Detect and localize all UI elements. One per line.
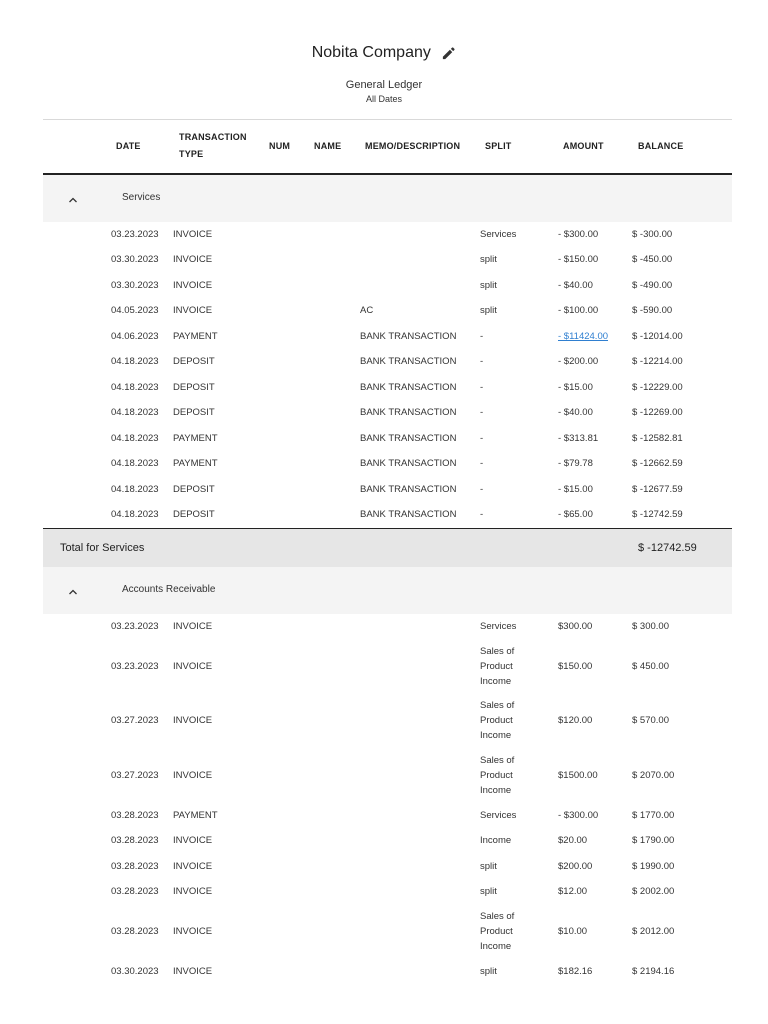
row-balance: $ 2002.00: [632, 886, 675, 898]
chevron-up-icon[interactable]: [68, 192, 78, 202]
row-amount: $300.00: [558, 620, 593, 632]
row-amount: - $15.00: [558, 381, 593, 393]
row-amount: $20.00: [558, 835, 588, 847]
row-transaction-type: PAYMENT: [173, 432, 218, 444]
row-amount: $200.00: [558, 860, 593, 872]
row-transaction-type: DEPOSIT: [173, 509, 215, 521]
ledger-row[interactable]: [43, 375, 732, 401]
row-transaction-type: INVOICE: [173, 860, 213, 872]
group-name: Accounts Receivable: [122, 584, 216, 595]
report-date-range: All Dates: [365, 94, 402, 104]
row-balance: $ 300.00: [632, 620, 669, 632]
row-balance: $ -12742.59: [632, 509, 683, 521]
pencil-edit-icon[interactable]: [441, 46, 456, 61]
row-amount: - $79.78: [558, 458, 593, 470]
row-split: split: [480, 886, 497, 898]
row-split: -: [480, 458, 484, 470]
row-split: Sales of Product Income: [480, 911, 515, 952]
ledger-row[interactable]: [43, 694, 732, 749]
row-split: Income: [480, 835, 512, 847]
row-split: split: [480, 305, 497, 317]
row-balance: $ -12269.00: [632, 407, 683, 419]
row-transaction-type: DEPOSIT: [173, 483, 215, 495]
row-amount-link[interactable]: - $11424.00: [558, 330, 609, 342]
row-balance: $ -12214.00: [632, 356, 683, 368]
row-transaction-type: INVOICE: [173, 835, 213, 847]
group-total-row: [43, 528, 732, 567]
row-transaction-type: INVOICE: [173, 715, 213, 727]
row-date: 03.27.2023: [111, 769, 159, 781]
row-transaction-type: DEPOSIT: [173, 381, 215, 393]
row-balance: $ 450.00: [632, 660, 669, 672]
col-memo[interactable]: MEMO/DESCRIPTION: [365, 141, 461, 151]
ledger-row[interactable]: [43, 905, 732, 960]
row-split: Services: [480, 620, 517, 632]
row-balance: $ 2012.00: [632, 926, 675, 938]
row-date: 04.05.2023: [111, 305, 159, 317]
row-date: 03.28.2023: [111, 835, 159, 847]
ledger-row[interactable]: [43, 350, 732, 376]
row-balance: $ -12662.59: [632, 458, 683, 470]
row-date: 04.18.2023: [111, 381, 159, 393]
row-balance: $ 1790.00: [632, 835, 675, 847]
row-transaction-type: INVOICE: [173, 769, 213, 781]
row-amount: - $300.00: [558, 809, 599, 821]
row-date: 04.06.2023: [111, 330, 159, 342]
ledger-row[interactable]: [43, 503, 732, 529]
row-memo: BANK TRANSACTION: [360, 458, 457, 470]
row-split: split: [480, 860, 497, 872]
row-balance: $ 1770.00: [632, 809, 675, 821]
row-split: -: [480, 381, 484, 393]
col-balance[interactable]: BALANCE: [638, 141, 684, 151]
ledger-row[interactable]: [43, 614, 732, 640]
row-balance: $ 2194.16: [632, 966, 675, 978]
row-balance: $ 570.00: [632, 715, 669, 727]
row-amount: $1500.00: [558, 769, 598, 781]
row-balance: $ -12677.59: [632, 483, 683, 495]
row-split: Sales of Product Income: [480, 645, 515, 687]
row-date: 04.18.2023: [111, 407, 159, 419]
col-name[interactable]: NAME: [314, 141, 342, 151]
row-amount: - $100.00: [558, 305, 599, 317]
ledger-row[interactable]: [43, 854, 732, 880]
row-balance: $ 2070.00: [632, 769, 675, 781]
row-transaction-type: PAYMENT: [173, 809, 218, 821]
row-balance: $ -12229.00: [632, 381, 683, 393]
row-date: 03.27.2023: [111, 715, 159, 727]
row-split: -: [480, 483, 484, 495]
row-balance: $ -12014.00: [632, 330, 683, 342]
row-transaction-type: DEPOSIT: [173, 407, 215, 419]
row-date: 03.28.2023: [111, 926, 159, 938]
column-header-row: [43, 119, 732, 175]
row-split: Sales of Product Income: [480, 700, 515, 741]
row-balance: $ -590.00: [632, 305, 673, 317]
row-transaction-type: INVOICE: [173, 926, 213, 938]
group-name: Services: [122, 192, 161, 203]
ledger-row[interactable]: [43, 829, 732, 855]
row-date: 03.30.2023: [111, 254, 159, 266]
row-transaction-type: INVOICE: [173, 228, 213, 240]
row-amount: - $15.00: [558, 483, 593, 495]
ledger-row[interactable]: [43, 324, 732, 350]
ledger-row[interactable]: [43, 640, 732, 695]
row-memo: BANK TRANSACTION: [360, 509, 457, 521]
row-amount: $10.00: [558, 926, 588, 938]
col-amount[interactable]: AMOUNT: [563, 141, 604, 151]
row-transaction-type: DEPOSIT: [173, 356, 215, 368]
row-amount: - $313.81: [558, 432, 599, 444]
row-date: 03.23.2023: [111, 660, 159, 672]
row-transaction-type: PAYMENT: [173, 330, 218, 342]
row-balance: $ -450.00: [632, 254, 673, 266]
row-transaction-type: INVOICE: [173, 620, 213, 632]
row-transaction-type: INVOICE: [173, 966, 213, 978]
row-date: 04.18.2023: [111, 483, 159, 495]
row-memo: BANK TRANSACTION: [360, 407, 457, 419]
row-date: 04.18.2023: [111, 356, 159, 368]
row-amount: - $40.00: [558, 407, 593, 419]
col-split[interactable]: SPLIT: [485, 141, 512, 151]
row-amount: $120.00: [558, 715, 593, 727]
ledger-row[interactable]: [43, 222, 732, 248]
row-date: 03.30.2023: [111, 279, 159, 291]
row-split: -: [480, 509, 484, 521]
row-amount: $150.00: [558, 660, 593, 672]
row-date: 03.28.2023: [111, 886, 159, 898]
row-balance: $ -490.00: [632, 279, 673, 291]
ledger-row[interactable]: [43, 803, 732, 829]
row-amount: - $40.00: [558, 279, 593, 291]
row-transaction-type: INVOICE: [173, 279, 213, 291]
col-transaction-type-line2[interactable]: TYPE: [179, 149, 204, 159]
col-transaction-type-line1[interactable]: TRANSACTION: [179, 132, 247, 142]
ledger-row[interactable]: [43, 452, 732, 478]
row-split: Services: [480, 228, 517, 240]
ledger-row[interactable]: [43, 273, 732, 299]
ledger-row[interactable]: [43, 960, 732, 986]
row-transaction-type: PAYMENT: [173, 458, 218, 470]
ledger-row[interactable]: [43, 299, 732, 325]
row-split: Sales of Product Income: [480, 754, 515, 796]
row-date: 04.18.2023: [111, 509, 159, 521]
row-split: -: [480, 407, 484, 419]
row-date: 03.30.2023: [111, 966, 159, 978]
total-label: Total for Services: [60, 542, 145, 554]
group-header[interactable]: [43, 175, 732, 222]
ledger-row[interactable]: [43, 248, 732, 274]
row-amount: $12.00: [558, 886, 588, 898]
row-memo: BANK TRANSACTION: [360, 356, 457, 368]
ledger-row[interactable]: [43, 880, 732, 906]
row-memo: BANK TRANSACTION: [360, 432, 457, 444]
chevron-up-icon[interactable]: [68, 584, 78, 594]
row-memo: BANK TRANSACTION: [360, 483, 457, 495]
row-transaction-type: INVOICE: [173, 660, 213, 672]
row-amount: - $300.00: [558, 228, 599, 240]
total-value: $ -12742.59: [638, 542, 697, 554]
row-amount: - $65.00: [558, 509, 593, 521]
row-transaction-type: INVOICE: [173, 886, 213, 898]
row-split: split: [480, 966, 497, 978]
company-name: Nobita Company: [311, 44, 431, 61]
row-balance: $ 1990.00: [632, 860, 675, 872]
row-date: 03.23.2023: [111, 228, 159, 240]
col-num[interactable]: NUM: [269, 141, 291, 151]
row-split: -: [480, 356, 484, 368]
row-transaction-type: INVOICE: [173, 254, 213, 266]
row-amount: - $150.00: [558, 254, 599, 266]
report-title: General Ledger: [345, 79, 423, 91]
row-amount: $182.16: [558, 966, 593, 978]
row-balance: $ -300.00: [632, 228, 673, 240]
group-header[interactable]: [43, 567, 732, 614]
row-date: 03.28.2023: [111, 809, 159, 821]
ledger-row[interactable]: [43, 426, 732, 452]
row-split: -: [480, 330, 484, 342]
row-memo: BANK TRANSACTION: [360, 330, 457, 342]
row-date: 03.28.2023: [111, 860, 159, 872]
company-title: [0, 44, 768, 62]
row-memo: AC: [360, 305, 374, 317]
row-balance: $ -12582.81: [632, 432, 683, 444]
row-date: 04.18.2023: [111, 458, 159, 470]
row-memo: BANK TRANSACTION: [360, 381, 457, 393]
row-split: Services: [480, 809, 517, 821]
ledger-row[interactable]: [43, 401, 732, 427]
row-split: split: [480, 279, 497, 291]
row-date: 03.23.2023: [111, 620, 159, 632]
row-amount: - $200.00: [558, 356, 599, 368]
ledger-row[interactable]: [43, 477, 732, 503]
ledger-row[interactable]: [43, 749, 732, 804]
ledger-table: [43, 119, 732, 985]
row-transaction-type: INVOICE: [173, 305, 213, 317]
row-date: 04.18.2023: [111, 432, 159, 444]
row-split: -: [480, 432, 484, 444]
row-split: split: [480, 254, 497, 266]
col-date[interactable]: DATE: [116, 141, 141, 151]
